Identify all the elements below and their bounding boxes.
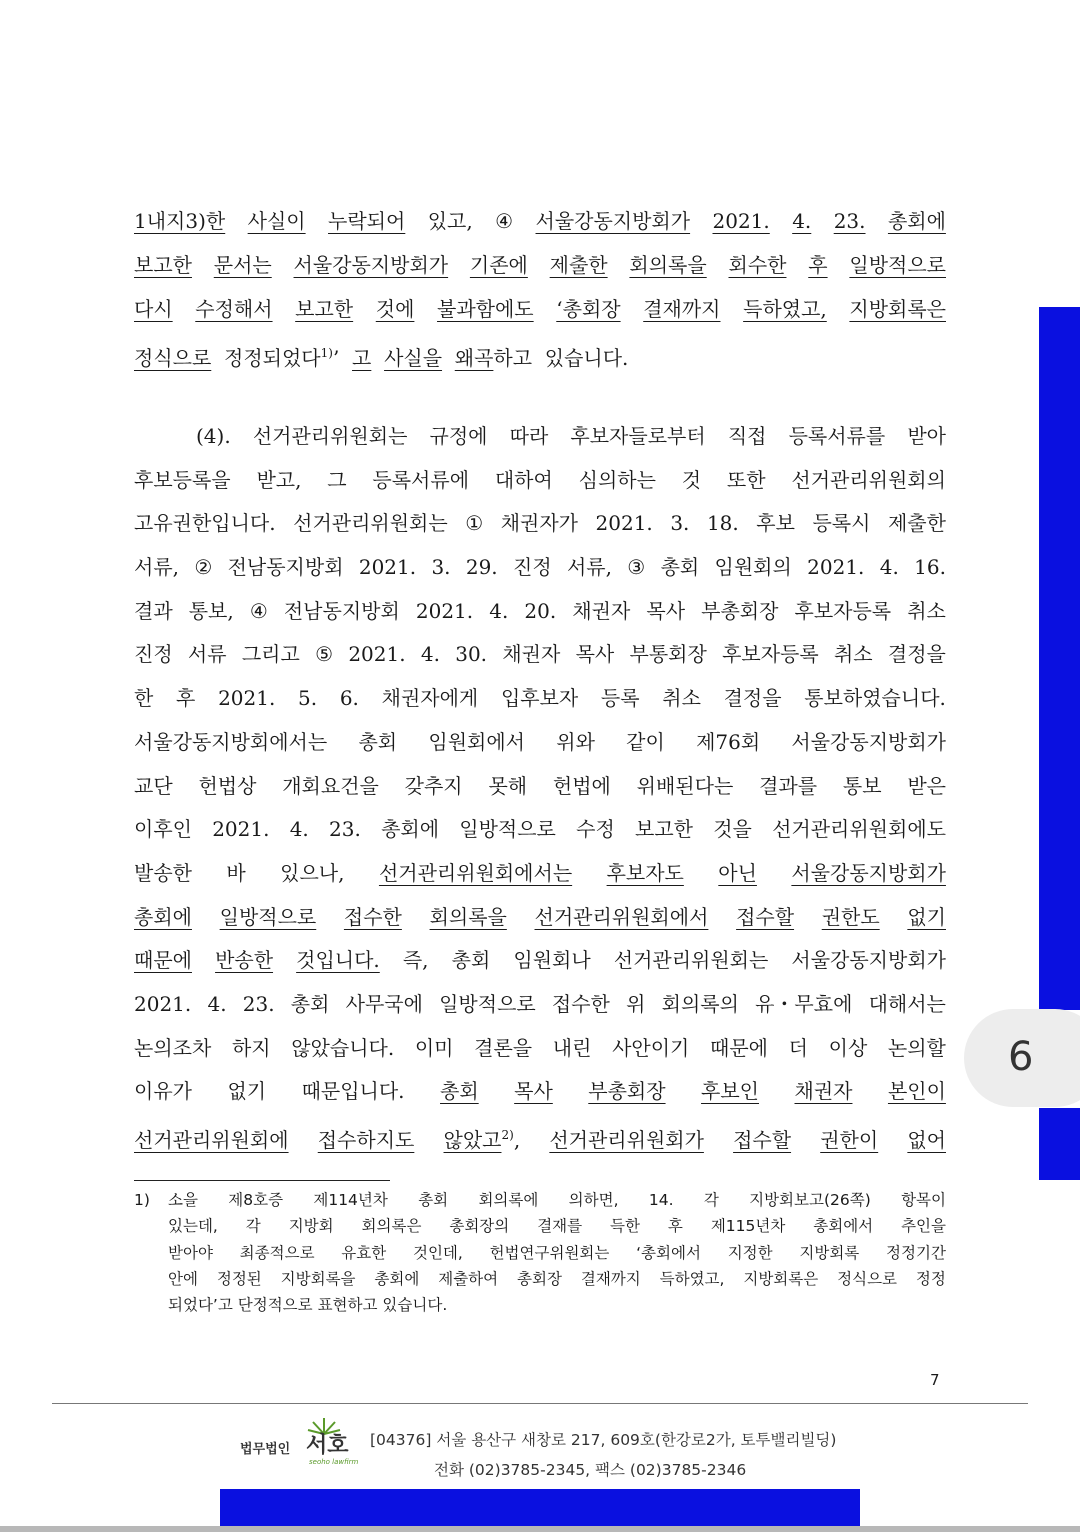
bottom-gray-strip <box>0 1526 1080 1532</box>
page-number: 7 <box>930 1371 940 1389</box>
text-line: 교단 헌법상 개회요건을 갖추지 못해 헌법에 위배된다는 결과를 통보 받은 <box>134 773 946 798</box>
paragraph-2 <box>134 415 946 1158</box>
footnote-body <box>168 1187 946 1318</box>
text-line: 선거관리위원회에 접수하지도 않았고2), 선거관리위원회가 접수할 권한이 없어 <box>134 1114 946 1158</box>
text-line: 다시 수정해서 보고한 것에 불과함에도 ‘총회장 결재까지 득하였고, 지방회록은 <box>134 297 946 321</box>
footnote-number: 1) <box>134 1191 150 1209</box>
text-line: 서울강동지방회에서는 총회 임원회에서 위와 같이 제76회 서울강동지방회가 <box>134 729 946 754</box>
text-line: 총회에 일방적으로 접수한 회의록을 선거관리위원회에서 접수할 권한도 없기 <box>134 904 946 929</box>
footnote-line: 있는데, 각 지방회 회의록은 총회장의 결재를 득한 후 제115년차 총회에서 추인을 <box>168 1217 946 1236</box>
footnote <box>134 1187 946 1318</box>
footnote-line: 안에 정정된 지방회록을 총회에 제출하여 총회장 결재까지 득하였고, 지방회록은 정식으로 정정 <box>168 1269 946 1288</box>
text-line: 이유가 없기 때문입니다. 총회 목사 부총회장 후보인 채권자 본인이 <box>134 1079 946 1104</box>
text-line: 발송한 바 있으나, 선거관리위원회에서는 후보자도 아닌 서울강동지방회가 <box>134 860 946 885</box>
logo-name: 서호 <box>306 1432 349 1458</box>
text-line: 한 후 2021. 5. 6. 채권자에게 입후보자 등록 취소 결정을 통보하였습니다. <box>134 686 946 711</box>
text-line: 때문에 반송한 것입니다. 즉, 총회 임원회나 선거관리위원회는 서울강동지방회가 <box>134 948 946 973</box>
firm-logo <box>240 1416 366 1472</box>
footnote-line: 되었다’고 단정적으로 표현하고 있습니다. <box>168 1296 448 1315</box>
text-line: 보고한 문서는 서울강동지방회가 기존에 제출한 회의록을 회수한 후 일방적으로 <box>134 253 946 277</box>
text-line: (4). 선거관리위원회는 규정에 따라 후보자들로부터 직접 등록서류를 받아 <box>196 424 946 448</box>
footnote-ref: 2) <box>501 1128 514 1142</box>
logo-tagline: seoho lawfirm <box>309 1458 359 1466</box>
logo-small-text: 법무법인 <box>240 1442 291 1457</box>
paragraph-1 <box>134 199 946 375</box>
footer-address: [04376] 서울 용산구 새창로 217, 609호(한강로2가, 토투밸리빌딩) <box>370 1431 837 1449</box>
text-line: 이후인 2021. 4. 23. 총회에 일방적으로 수정 보고한 것을 선거관리위원회에도 <box>134 817 946 842</box>
side-tab-number: 6 <box>1008 1034 1034 1080</box>
text-line: 진정 서류 그리고 ⑤ 2021. 4. 30. 채권자 목사 부통회장 후보자등록 취소 결정을 <box>134 642 946 667</box>
text-line: 2021. 4. 23. 총회 사무국에 일방적으로 접수한 위 회의록의 유・무효에 대해서는 <box>134 991 946 1016</box>
text-line: 서류, ② 전남동지방회 2021. 3. 29. 진정 서류, ③ 총회 임원회의 2021. 4. 16. <box>134 555 946 580</box>
text-line: 후보등록을 받고, 그 등록서류에 대하여 심의하는 것 또한 선거관리위원회의 <box>134 467 946 492</box>
text-line: 정식으로 정정되었다1)’ 고 사실을 왜곡하고 있습니다. <box>134 331 946 375</box>
footer-divider <box>52 1403 1028 1404</box>
text-line: 고유권한입니다. 선거관리위원회는 ① 채권자가 2021. 3. 18. 후보 등록시 제출한 <box>134 511 946 536</box>
side-index-bar-bottom <box>1039 1108 1080 1180</box>
footnote-line: 받아야 최종적으로 유효한 것인데, 헌법연구위원회는 ‘총회에서 지정한 지방회록 정정기간 <box>168 1243 946 1262</box>
side-index-bar-top <box>1039 307 1080 1010</box>
text-line: 결과 통보, ④ 전남동지방회 2021. 4. 20. 채권자 목사 부총회장 후보자등록 취소 <box>134 598 946 623</box>
bottom-blue-band <box>220 1489 860 1527</box>
footnote-divider <box>134 1180 390 1181</box>
text-line: 논의조차 하지 않았습니다. 이미 결론을 내린 사안이기 때문에 더 이상 논의할 <box>134 1035 946 1060</box>
footnote-ref: 1) <box>320 346 333 360</box>
footnote-line: 소을 제8호증 제114년차 총회 회의록에 의하면, 14. 각 지방회보고(26쪽) 항목이 <box>168 1191 946 1209</box>
footer-phone: 전화 (02)3785-2345, 팩스 (02)3785-2346 <box>434 1461 747 1479</box>
text-line: 1내지3)한 사실이 누락되어 있고, ④ 서울강동지방회가 2021. 4. 23. 총회에 <box>134 209 946 233</box>
